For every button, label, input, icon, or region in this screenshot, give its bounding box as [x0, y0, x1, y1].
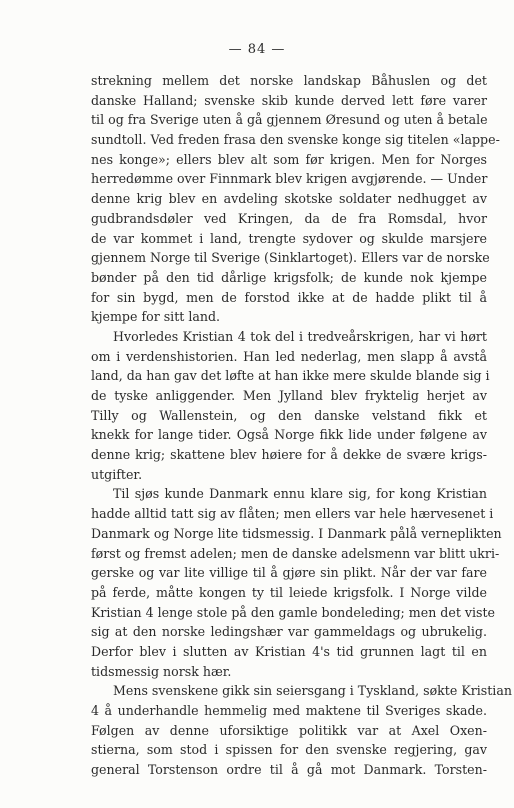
text-line: for sin bygd, men de forstod ikke at de hadde plikt til å: [91, 289, 487, 305]
text-line: til og fra Sverige uten å gå gjennem Øresund og uten å betale: [91, 112, 488, 128]
text-line: de var kommet i land, trengte sydover og skulde marsjere: [91, 230, 487, 246]
text-line: gjennem Norge til Sverige (Sinklartoget). Ellers var de norske: [91, 250, 490, 266]
text-line: stierna, som stod i spissen for den svenske regjering, gav: [91, 742, 487, 758]
text-line: strekning mellem det norske landskap Båhuslen og det: [91, 73, 487, 88]
text-line: Følgen av denne uforsiktige politikk var at Axel Oxen-: [91, 722, 487, 738]
text-line: bønder på den tid dårlige krigsfolk; de kunde nok kjempe: [91, 269, 487, 285]
text-line: Til sjøs kunde Danmark ennu klare sig, for kong Kristian: [113, 486, 487, 502]
text-line: Danmark og Norge lite tidsmessig. I Danmark pålå verneplikten: [91, 525, 502, 541]
text-line: Hvorledes Kristian 4 tok del i tredveårskrigen, har vi hørt: [113, 328, 487, 344]
text-line: tidsmessig norsk hær.: [91, 663, 232, 679]
text-line: sundtoll. Ved freden frasa den svenske konge sig titelen «lappe-: [91, 132, 500, 148]
text-line: denne krig blev en avdeling skotske soldater nedhugget av: [91, 191, 487, 207]
text-line: utgifter.: [91, 466, 143, 482]
text-line: nes konge»; ellers blev alt som før krigen. Men for Norges: [91, 151, 487, 167]
text-line: kjempe for sitt land.: [91, 309, 221, 325]
text-line: hadde alltid tatt sig av flåten; men ellers var hele hærvesenet i: [91, 506, 494, 522]
body-text: [91, 71, 512, 780]
text-line: danske Halland; svenske skib kunde derved lett føre varer: [91, 92, 487, 108]
text-line: Kristian 4 lenge stole på den gamle bondeleding; men det viste: [91, 604, 496, 620]
text-line: denne krig; skattene blev høiere for å dekke de svære krigs-: [91, 447, 487, 463]
text-line: Derfor blev i slutten av Kristian 4's tid grunnen lagt til en: [91, 643, 487, 659]
text-line: knekk for lange tider. Også Norge fikk lide under følgene av: [91, 427, 487, 443]
text-line: land, da han gav det løfte at han ikke mere skulde blande sig i: [91, 368, 490, 384]
text-line: de tyske anliggender. Men Jylland blev fryktelig herjet av: [91, 388, 487, 403]
text-line: herredømme over Finnmark blev krigen avgjørende. — Under: [91, 171, 488, 187]
text-line: gerske og var lite villige til å gjøre sin plikt. Når der var fare: [91, 565, 487, 581]
text-line: sig at den norske ledingshær var gammeldags og ubrukelig.: [91, 624, 487, 640]
text-line: først og fremst adelen; men de danske adelsmenn var blitt ukri-: [91, 545, 500, 561]
text-line: Mens svenskene gikk sin seiersgang i Tyskland, søkte Kristian: [113, 683, 512, 699]
text-line: om i verdenshistorien. Han led nederlag, men slapp å avstå: [91, 348, 487, 364]
text-line: gudbrandsdøler ved Kringen, da de fra Romsdal, hvor: [91, 210, 487, 226]
text-line: 4 å underhandle hemmelig med maktene til Sveriges skade.: [91, 703, 487, 718]
page-number: — 84 —: [228, 42, 286, 57]
text-line: på ferde, måtte kongen ty til leiede krigsfolk. I Norge vilde: [91, 584, 487, 600]
text-line: general Torstenson ordre til å gå mot Danmark. Torsten-: [91, 762, 487, 778]
text-line: Tilly og Wallenstein, og den danske velstand fikk et: [91, 407, 487, 423]
